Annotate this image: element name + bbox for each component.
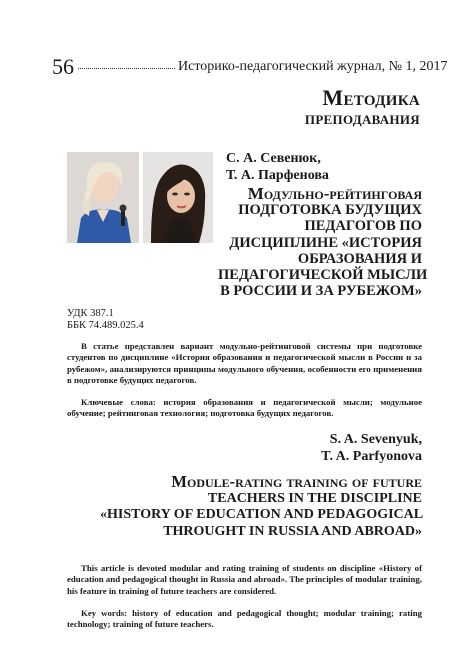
abstract-ru: В статье представлен вариант модульно-рейтинговой системы при подготовке студентов по дисциплине «История образования и педагогической мысли в России и за рубежом», анализируются принципы модульного обучения, особенности его применения в подготовке будущих педагогов. — [67, 341, 422, 385]
title-ru-line-7: В РОССИИ И ЗА РУБЕЖОМ» — [220, 283, 422, 300]
section-heading-line-1: Методика — [322, 85, 420, 110]
author-photo-sevenyuk — [67, 152, 139, 243]
title-ru-line-2: ПОДГОТОВКА БУДУЩИХ — [238, 202, 422, 219]
authors-ru — [226, 150, 329, 184]
title-en-line-3: «HISTORY OF EDUCATION AND PEDAGOGICAL — [100, 507, 424, 522]
author-en-1: S. A. Sevenyuk, — [329, 432, 422, 447]
page-number: 56 — [52, 54, 74, 79]
keywords-ru: Ключевые слова: история образования и педагогической мысли; модульное обучение; рейтинговая технология; подготовка будущих педагогов. — [67, 397, 422, 419]
title-ru-line-3: ПЕДАГОГОВ ПО — [304, 218, 422, 235]
keywords-en: Key words: history of education and pedagogical thought; modular training; rating technology; training of future teachers. — [67, 608, 422, 630]
bbk-code: ББК 74.489.025.4 — [67, 320, 144, 331]
dot-leader — [78, 68, 175, 69]
running-head — [52, 54, 448, 79]
author-en-2: T. A. Parfyonova — [321, 449, 422, 464]
article-title-en — [100, 474, 422, 540]
udk-code: УДК 387.1 — [67, 308, 114, 319]
title-en-line-4: THROUGHT IN RUSSIA AND ABROAD» — [163, 523, 422, 539]
article-title-ru — [218, 184, 428, 300]
title-en-line-2: TEACHERS IN THE DISCIPLINE — [207, 490, 422, 506]
title-ru-line-6: ПЕДАГОГИЧЕСКОЙ МЫСЛИ — [218, 267, 428, 284]
section-heading-line-2: преподавания — [304, 108, 420, 128]
abstract-en: This article is devoted modular and rating training of students on discipline «History of education and pedagogical thought in Russia and abroad». The principles of modular training, his feature in training of future teachers are considered. — [67, 563, 422, 596]
author-ru-2: Т. А. Парфенова — [226, 168, 329, 183]
journal-title: Историко-педагогический журнал, № 1, 2017 — [178, 59, 448, 74]
title-ru-line-5: ОБРАЗОВАНИЯ И — [297, 250, 422, 267]
title-en-line-1: Module-rating training of future — [171, 472, 422, 491]
classification-codes — [67, 308, 144, 332]
title-ru-line-4: ДИСЦИПЛИНЕ «ИСТОРИЯ — [229, 234, 422, 251]
section-heading — [200, 85, 420, 128]
author-photo-parfyonova — [143, 152, 213, 243]
author-ru-1: С. А. Севенюк, — [226, 151, 321, 166]
authors-en — [260, 431, 422, 465]
title-ru-line-1: Модульно-рейтинговая — [247, 184, 422, 203]
